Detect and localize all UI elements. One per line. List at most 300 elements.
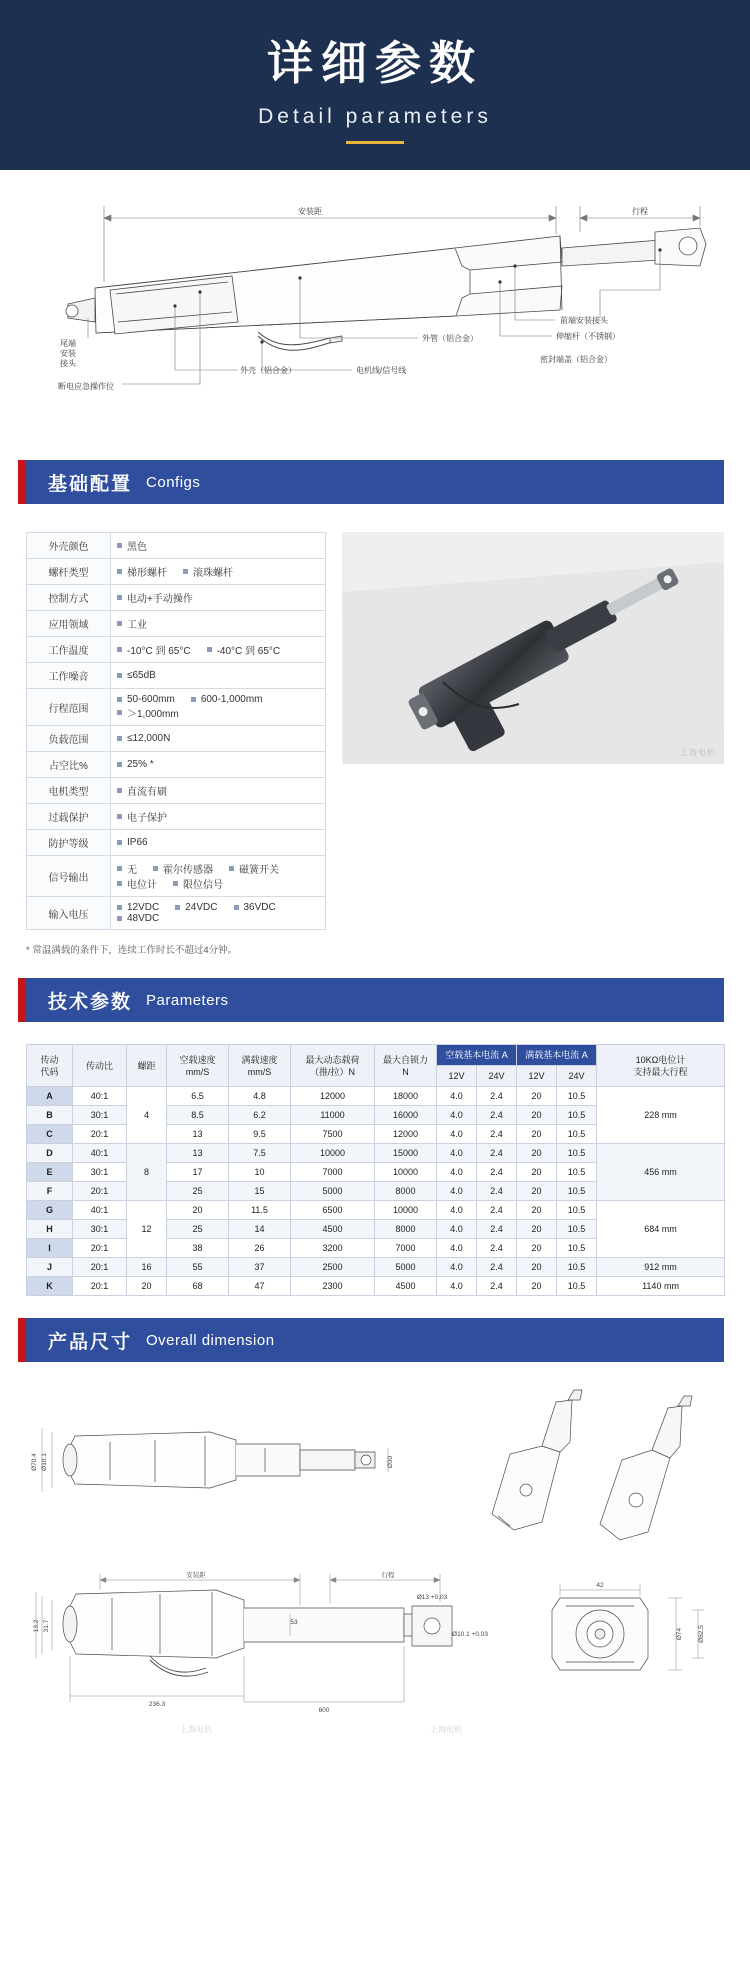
dim-label-d11: 42 xyxy=(596,1582,604,1590)
title-underline xyxy=(346,141,404,144)
cell-full-load-24v: 10.5 xyxy=(557,1277,597,1296)
cell-max-dynamic-load: 10000 xyxy=(291,1144,375,1163)
cell-potentiometer: 684 mm xyxy=(597,1201,725,1258)
cell-ratio: 30:1 xyxy=(73,1220,127,1239)
cell-full-load-speed: 9.5 xyxy=(229,1125,291,1144)
config-option-label: 霍尔传感器 xyxy=(163,865,213,876)
cell-code: B xyxy=(27,1106,73,1125)
cell-full-load-12v: 20 xyxy=(517,1277,557,1296)
bullet-square-icon xyxy=(175,905,180,910)
config-option-label: -10°C 到 65°C xyxy=(127,646,191,657)
config-row-key: 信号输出 xyxy=(27,856,111,897)
config-row-key: 外壳颜色 xyxy=(27,533,111,559)
cell-full-load-24v: 10.5 xyxy=(557,1182,597,1201)
table-row xyxy=(27,1277,725,1296)
cell-max-self-lock: 16000 xyxy=(375,1106,437,1125)
config-row-values xyxy=(111,726,326,752)
config-row-key: 螺杆类型 xyxy=(27,559,111,585)
diagram-label-extension-rod: 伸缩杆（不锈钢） xyxy=(556,332,620,341)
section-header-configs xyxy=(26,460,724,504)
cell-pitch: 16 xyxy=(127,1258,167,1277)
table-row xyxy=(27,1201,725,1220)
page-header xyxy=(0,0,750,170)
cell-ratio: 40:1 xyxy=(73,1087,127,1106)
dimension-svg xyxy=(0,1384,750,1754)
cell-full-load-speed: 10 xyxy=(229,1163,291,1182)
cell-full-load-24v: 10.5 xyxy=(557,1144,597,1163)
bullet-square-icon xyxy=(183,569,188,574)
dim-label-install-distance: 安装距 xyxy=(186,1572,206,1580)
cell-potentiometer: 456 mm xyxy=(597,1144,725,1201)
dimension-drawings xyxy=(0,1384,750,1754)
section-header-dimension xyxy=(26,1318,724,1362)
cell-full-load-12v: 20 xyxy=(517,1239,557,1258)
config-row-values xyxy=(111,559,326,585)
bullet-square-icon xyxy=(117,595,122,600)
cell-max-dynamic-load: 12000 xyxy=(291,1087,375,1106)
config-option-label: 磁簧开关 xyxy=(239,865,279,876)
th-full-load-current: 满载基本电流 A xyxy=(517,1045,597,1066)
cell-full-load-24v: 10.5 xyxy=(557,1087,597,1106)
cell-full-load-12v: 20 xyxy=(517,1125,557,1144)
cell-full-load-12v: 20 xyxy=(517,1220,557,1239)
cell-full-load-24v: 10.5 xyxy=(557,1106,597,1125)
cell-code: C xyxy=(27,1125,73,1144)
dimension-title-cn: 产品尺寸 xyxy=(48,1331,133,1353)
cell-full-load-24v: 10.5 xyxy=(557,1258,597,1277)
cell-no-load-speed: 20 xyxy=(167,1201,229,1220)
cell-no-load-12v: 4.0 xyxy=(437,1144,477,1163)
config-option[interactable] xyxy=(117,670,156,681)
config-row xyxy=(27,778,326,804)
cell-full-load-24v: 10.5 xyxy=(557,1239,597,1258)
config-option[interactable] xyxy=(117,809,167,824)
dim-label-d7: Ø13 +0.03 xyxy=(416,1594,448,1602)
cell-max-dynamic-load: 5000 xyxy=(291,1182,375,1201)
dim-label-d13: Ø62.5 xyxy=(698,1625,705,1644)
cell-ratio: 40:1 xyxy=(73,1144,127,1163)
cell-code: J xyxy=(27,1258,73,1277)
config-option[interactable] xyxy=(117,759,154,770)
config-row-values xyxy=(111,585,326,611)
product-photo-svg xyxy=(342,532,724,764)
config-option-label: 黑色 xyxy=(127,542,147,553)
config-option[interactable] xyxy=(191,694,263,705)
dim-label-d10: 600 xyxy=(318,1707,330,1715)
config-row xyxy=(27,726,326,752)
config-option[interactable] xyxy=(175,902,217,913)
config-option-label: 梯形螺杆 xyxy=(127,568,167,579)
cell-code: K xyxy=(27,1277,73,1296)
cell-no-load-24v: 2.4 xyxy=(477,1106,517,1125)
cell-max-self-lock: 18000 xyxy=(375,1087,437,1106)
cell-max-dynamic-load: 6500 xyxy=(291,1201,375,1220)
cell-full-load-24v: 10.5 xyxy=(557,1220,597,1239)
config-row-values xyxy=(111,778,326,804)
cell-full-load-speed: 11.5 xyxy=(229,1201,291,1220)
dim-label-d4: 31.7 xyxy=(43,1619,50,1633)
config-option-label: 48VDC xyxy=(127,913,160,924)
config-option[interactable] xyxy=(117,616,147,631)
config-option[interactable] xyxy=(234,902,276,913)
cell-ratio: 20:1 xyxy=(73,1182,127,1201)
cell-max-self-lock: 10000 xyxy=(375,1201,437,1220)
config-option[interactable] xyxy=(117,837,148,848)
config-row xyxy=(27,663,326,689)
config-option-label: ≤12,000N xyxy=(127,733,171,744)
th-code: 传动 代码 xyxy=(27,1045,73,1087)
th-no-load-speed: 空载速度 mm/S xyxy=(167,1045,229,1087)
table-row xyxy=(27,1144,725,1163)
cell-no-load-speed: 38 xyxy=(167,1239,229,1258)
cell-no-load-12v: 4.0 xyxy=(437,1182,477,1201)
bullet-square-icon xyxy=(153,866,158,871)
cell-full-load-24v: 10.5 xyxy=(557,1125,597,1144)
cell-code: E xyxy=(27,1163,73,1182)
product-diagram xyxy=(0,170,750,460)
diagram-label-outer-tube: 外管（铝合金） xyxy=(422,334,478,343)
config-option-label: -40°C 到 65°C xyxy=(216,646,281,657)
parameters-block xyxy=(26,1044,724,1296)
cell-no-load-12v: 4.0 xyxy=(437,1277,477,1296)
config-option[interactable] xyxy=(173,876,223,891)
configs-title-en: Configs xyxy=(146,473,201,491)
config-option[interactable] xyxy=(229,861,279,876)
cell-no-load-speed: 8.5 xyxy=(167,1106,229,1125)
dim-label-d8: Ø10.1 +0.03 xyxy=(452,1631,488,1639)
config-row-values xyxy=(111,533,326,559)
bullet-square-icon xyxy=(117,736,122,741)
bullet-square-icon xyxy=(117,881,122,886)
cell-no-load-12v: 4.0 xyxy=(437,1201,477,1220)
config-row xyxy=(27,533,326,559)
diagram-label-manual-release: 断电应急操作位 xyxy=(58,382,114,391)
parameters-title-cn: 技术参数 xyxy=(48,991,133,1013)
cell-potentiometer: 228 mm xyxy=(597,1087,725,1144)
diagram-label-seal-cap: 密封端盖（铝合金） xyxy=(540,355,612,364)
config-row-values xyxy=(111,752,326,778)
dim-label-d1: Ø10.1 xyxy=(41,1453,48,1472)
cell-no-load-12v: 4.0 xyxy=(437,1239,477,1258)
cell-pitch: 4 xyxy=(127,1087,167,1144)
cell-full-load-12v: 20 xyxy=(517,1106,557,1125)
diagram-label-motor-wire: 电机线/信号线 xyxy=(356,366,407,375)
dim-label-d6: 53 xyxy=(290,1619,298,1627)
bullet-square-icon xyxy=(117,762,122,767)
cell-full-load-12v: 20 xyxy=(517,1144,557,1163)
config-row-key: 负载范围 xyxy=(27,726,111,752)
config-option-label: 滚珠螺杆 xyxy=(193,568,233,579)
config-option[interactable] xyxy=(117,783,167,798)
cell-no-load-24v: 2.4 xyxy=(477,1258,517,1277)
th-full-load-speed: 满载速度 mm/S xyxy=(229,1045,291,1087)
dim-label-d5: 13.2 xyxy=(33,1619,40,1633)
config-row-values xyxy=(111,689,326,726)
cell-full-load-speed: 37 xyxy=(229,1258,291,1277)
config-option[interactable] xyxy=(117,902,159,913)
bullet-square-icon xyxy=(117,916,122,921)
config-option-label: 电子保护 xyxy=(127,813,167,824)
cell-no-load-speed: 25 xyxy=(167,1220,229,1239)
parameters-table-body xyxy=(27,1087,725,1296)
config-row xyxy=(27,611,326,637)
cell-full-load-12v: 20 xyxy=(517,1182,557,1201)
cell-no-load-24v: 2.4 xyxy=(477,1201,517,1220)
config-row-key: 占空比% xyxy=(27,752,111,778)
cell-max-self-lock: 15000 xyxy=(375,1144,437,1163)
cell-ratio: 20:1 xyxy=(73,1277,127,1296)
cell-max-self-lock: 8000 xyxy=(375,1182,437,1201)
cell-full-load-speed: 26 xyxy=(229,1239,291,1258)
cell-max-dynamic-load: 11000 xyxy=(291,1106,375,1125)
config-option[interactable] xyxy=(153,861,213,876)
th-no-load-12v: 12V xyxy=(437,1066,477,1087)
cell-no-load-12v: 4.0 xyxy=(437,1220,477,1239)
cell-pitch: 20 xyxy=(127,1277,167,1296)
config-option-label: 24VDC xyxy=(185,902,218,913)
cell-full-load-12v: 20 xyxy=(517,1258,557,1277)
bullet-square-icon xyxy=(117,814,122,819)
configs-table xyxy=(26,532,326,930)
cell-ratio: 20:1 xyxy=(73,1258,127,1277)
config-option[interactable] xyxy=(183,564,233,579)
cell-max-self-lock: 10000 xyxy=(375,1163,437,1182)
cell-ratio: 20:1 xyxy=(73,1239,127,1258)
config-row-values xyxy=(111,830,326,856)
config-option[interactable] xyxy=(117,733,170,744)
config-row-values xyxy=(111,663,326,689)
th-no-load-current: 空载基本电流 A xyxy=(437,1045,517,1066)
bullet-square-icon xyxy=(117,569,122,574)
th-pitch: 螺距 xyxy=(127,1045,167,1087)
dim-label-d12: Ø74 xyxy=(676,1628,683,1641)
cell-no-load-speed: 25 xyxy=(167,1182,229,1201)
cell-no-load-speed: 13 xyxy=(167,1125,229,1144)
bullet-square-icon xyxy=(117,840,122,845)
config-row xyxy=(27,689,326,726)
cell-full-load-speed: 6.2 xyxy=(229,1106,291,1125)
configs-footnote: * 常温满载的条件下，连续工作时长不超过4分钟。 xyxy=(26,945,238,956)
config-row-key: 防护等级 xyxy=(27,830,111,856)
config-row-key: 工作噪音 xyxy=(27,663,111,689)
config-option[interactable] xyxy=(117,705,179,720)
cell-no-load-24v: 2.4 xyxy=(477,1220,517,1239)
bullet-square-icon xyxy=(117,647,122,652)
config-row-values xyxy=(111,804,326,830)
cell-code: H xyxy=(27,1220,73,1239)
config-row xyxy=(27,585,326,611)
diagram-label-housing: 外壳（铝合金） xyxy=(240,366,296,375)
diagram-label-rear-mount: 尾端 xyxy=(60,339,76,348)
page-title-cn: 详细参数 xyxy=(267,36,483,89)
th-max-dynamic-load: 最大动态载荷 （推/拉）N xyxy=(291,1045,375,1087)
cell-pitch: 8 xyxy=(127,1144,167,1201)
config-option-label: 50-600mm xyxy=(127,694,175,705)
config-option-label: 限位信号 xyxy=(183,880,223,891)
config-row xyxy=(27,752,326,778)
config-option-label: ≤65dB xyxy=(127,670,156,681)
parameters-table-head xyxy=(27,1045,725,1087)
cell-ratio: 40:1 xyxy=(73,1201,127,1220)
cell-max-self-lock: 5000 xyxy=(375,1258,437,1277)
config-row-key: 应用领域 xyxy=(27,611,111,637)
cell-no-load-24v: 2.4 xyxy=(477,1239,517,1258)
cell-no-load-12v: 4.0 xyxy=(437,1163,477,1182)
config-row-values xyxy=(111,856,326,897)
dim-label-d9: 236.3 xyxy=(148,1701,166,1709)
diagram-label-rear-mount-2: 安装 xyxy=(60,349,76,358)
config-option-label: 无 xyxy=(127,865,137,876)
config-row-key: 控制方式 xyxy=(27,585,111,611)
cell-full-load-speed: 15 xyxy=(229,1182,291,1201)
bullet-square-icon xyxy=(117,710,122,715)
cell-ratio: 30:1 xyxy=(73,1106,127,1125)
config-option[interactable] xyxy=(117,642,191,657)
table-row xyxy=(27,1258,725,1277)
cell-full-load-12v: 20 xyxy=(517,1087,557,1106)
cell-full-load-12v: 20 xyxy=(517,1163,557,1182)
config-row-key: 电机类型 xyxy=(27,778,111,804)
configs-title-cn: 基础配置 xyxy=(48,473,133,495)
config-row-key: 工作温度 xyxy=(27,637,111,663)
th-no-load-24v: 24V xyxy=(477,1066,517,1087)
config-option[interactable] xyxy=(117,876,157,891)
config-option[interactable] xyxy=(117,590,193,605)
parameters-table xyxy=(26,1044,725,1296)
cell-no-load-12v: 4.0 xyxy=(437,1087,477,1106)
cell-no-load-speed: 6.5 xyxy=(167,1087,229,1106)
config-row xyxy=(27,897,326,930)
photo-watermark: 上海电机 xyxy=(680,748,716,757)
config-option-label: ＞1,000mm xyxy=(127,709,179,720)
config-option-label: 电位计 xyxy=(127,880,157,891)
cell-full-load-24v: 10.5 xyxy=(557,1163,597,1182)
bullet-square-icon xyxy=(191,697,196,702)
cell-full-load-speed: 14 xyxy=(229,1220,291,1239)
bullet-square-icon xyxy=(117,673,122,678)
configs-block xyxy=(26,532,724,930)
cell-max-dynamic-load: 4500 xyxy=(291,1220,375,1239)
th-max-self-lock: 最大自锁力 N xyxy=(375,1045,437,1087)
cell-no-load-speed: 55 xyxy=(167,1258,229,1277)
config-option[interactable] xyxy=(117,861,137,876)
cell-max-self-lock: 7000 xyxy=(375,1239,437,1258)
cell-max-self-lock: 8000 xyxy=(375,1220,437,1239)
bullet-square-icon xyxy=(117,905,122,910)
bullet-square-icon xyxy=(117,543,122,548)
cell-max-self-lock: 4500 xyxy=(375,1277,437,1296)
config-option[interactable] xyxy=(207,642,281,657)
config-row xyxy=(27,559,326,585)
cell-full-load-12v: 20 xyxy=(517,1201,557,1220)
config-option[interactable] xyxy=(117,564,167,579)
config-row-values xyxy=(111,897,326,930)
cell-no-load-12v: 4.0 xyxy=(437,1106,477,1125)
cell-code: I xyxy=(27,1239,73,1258)
bullet-square-icon xyxy=(117,621,122,626)
dim-label-d2: Ø70.4 xyxy=(31,1453,38,1472)
config-option-label: 工业 xyxy=(127,620,147,631)
cell-no-load-24v: 2.4 xyxy=(477,1277,517,1296)
diagram-label-rear-mount-3: 接头 xyxy=(60,359,76,368)
dimension-watermark: 上海电机 xyxy=(180,1725,212,1735)
config-row-values xyxy=(111,611,326,637)
th-full-load-12v: 12V xyxy=(517,1066,557,1087)
cell-potentiometer: 1140 mm xyxy=(597,1277,725,1296)
cell-code: G xyxy=(27,1201,73,1220)
config-option-label: 36VDC xyxy=(243,902,276,913)
cell-no-load-24v: 2.4 xyxy=(477,1182,517,1201)
config-option-label: 600-1,000mm xyxy=(200,694,263,705)
cell-code: F xyxy=(27,1182,73,1201)
dim-label-stroke: 行程 xyxy=(381,1572,395,1580)
bullet-square-icon xyxy=(234,905,239,910)
cell-pitch: 12 xyxy=(127,1201,167,1258)
cell-no-load-speed: 68 xyxy=(167,1277,229,1296)
config-row xyxy=(27,804,326,830)
product-diagram-svg xyxy=(0,170,750,460)
bullet-square-icon xyxy=(229,866,234,871)
cell-no-load-speed: 13 xyxy=(167,1144,229,1163)
bullet-square-icon xyxy=(207,647,212,652)
bullet-square-icon xyxy=(173,881,178,886)
cell-no-load-12v: 4.0 xyxy=(437,1258,477,1277)
dim-label-d3: Ø30 xyxy=(387,1456,394,1469)
cell-ratio: 20:1 xyxy=(73,1125,127,1144)
cell-code: A xyxy=(27,1087,73,1106)
section-header-parameters xyxy=(26,978,724,1022)
dimension-title-en: Overall dimension xyxy=(146,1331,275,1349)
config-row-key: 行程范围 xyxy=(27,689,111,726)
config-option-label: 25% * xyxy=(127,759,154,770)
config-option-label: 直流有刷 xyxy=(127,787,167,798)
config-option[interactable] xyxy=(117,538,147,553)
table-row xyxy=(27,1087,725,1106)
cell-code: D xyxy=(27,1144,73,1163)
cell-max-self-lock: 12000 xyxy=(375,1125,437,1144)
cell-potentiometer: 912 mm xyxy=(597,1258,725,1277)
cell-max-dynamic-load: 2500 xyxy=(291,1258,375,1277)
bullet-square-icon xyxy=(117,697,122,702)
config-option[interactable] xyxy=(117,694,175,705)
diagram-label-stroke: 行程 xyxy=(632,207,648,216)
cell-no-load-24v: 2.4 xyxy=(477,1144,517,1163)
config-row-key: 过载保护 xyxy=(27,804,111,830)
bullet-square-icon xyxy=(117,788,122,793)
bullet-square-icon xyxy=(117,866,122,871)
cell-max-dynamic-load: 7000 xyxy=(291,1163,375,1182)
cell-max-dynamic-load: 2300 xyxy=(291,1277,375,1296)
cell-max-dynamic-load: 3200 xyxy=(291,1239,375,1258)
th-potentiometer: 10KΩ电位计 支持最大行程 xyxy=(597,1045,725,1087)
cell-no-load-12v: 4.0 xyxy=(437,1125,477,1144)
cell-full-load-24v: 10.5 xyxy=(557,1201,597,1220)
config-option[interactable] xyxy=(117,913,159,924)
cell-max-dynamic-load: 7500 xyxy=(291,1125,375,1144)
cell-no-load-24v: 2.4 xyxy=(477,1163,517,1182)
config-row-values xyxy=(111,637,326,663)
config-row xyxy=(27,637,326,663)
diagram-label-install-distance: 安装距 xyxy=(298,207,322,216)
dimension-watermark-2: 上海电机 xyxy=(430,1725,462,1735)
config-option-label: IP66 xyxy=(127,837,148,848)
config-row xyxy=(27,856,326,897)
th-ratio: 传动比 xyxy=(73,1045,127,1087)
th-full-load-24v: 24V xyxy=(557,1066,597,1087)
product-photo xyxy=(342,532,724,764)
config-option-label: 12VDC xyxy=(127,902,160,913)
cell-no-load-24v: 2.4 xyxy=(477,1087,517,1106)
